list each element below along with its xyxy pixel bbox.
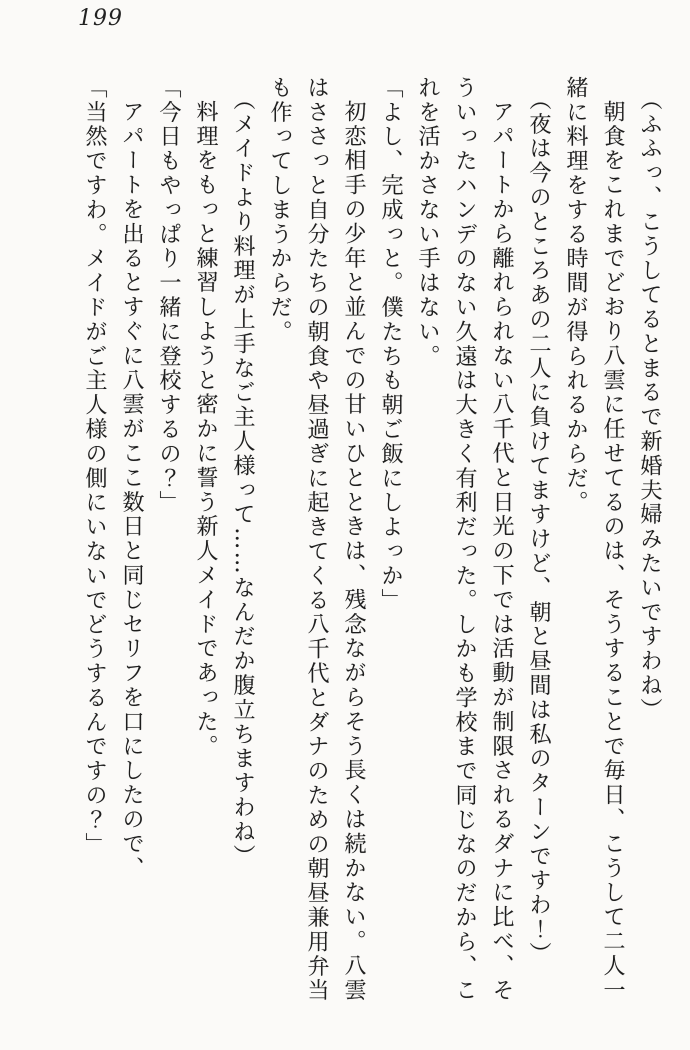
paragraph: 料理をもっと練習しようと密かに誓う新人メイドであった。	[193, 100, 218, 759]
paragraph: 「当然ですわ。メイドがご主人様の側にいないでどうするんですの？」	[82, 76, 107, 857]
paragraph: （ふふっ、こうしてるとまるで新婚夫婦みたいですわね）	[637, 88, 662, 723]
paragraph: （メイドより料理が上手なご主人様って……なんだか腹立ちますわね）	[230, 88, 255, 869]
paragraph: アパートを出るとすぐに八雲がここ数日と同じセリフを口にしたので、	[119, 100, 144, 881]
paragraph: 「今日もやっぱり一緒に登校するの？」	[156, 76, 181, 516]
paragraph: 朝食をこれまでどおり八雲に任せてるのは、そうすることで毎日、こうして二人一緒に料理をする時間が得られるからだ。	[563, 76, 625, 1003]
vertical-text-block	[39, 76, 668, 1016]
paragraph: アパートから離れられない八千代と日光の下では活動が制限されるダナに比べ、そういったハンデのない久遠は大きく有利だった。しかも学校まで同じなのだから、これを活かさない手はない。	[415, 76, 514, 1004]
paragraph: （夜は今のところあの二人に負けてますけど、朝と昼間は私のターンですわ！）	[526, 88, 551, 967]
page-number: 199	[78, 6, 123, 31]
paragraph: 「よし、完成っと。僕たちも朝ご飯にしよっか」	[378, 76, 403, 613]
paragraph: 初恋相手の少年と並んでの甘いひとときは、残念ながらそう長くは続かない。八雲はささっと自分たちの朝食や昼過ぎに起きてくる八千代とダナのための朝昼兼用弁当も作ってしまうからだ。	[267, 76, 366, 1004]
